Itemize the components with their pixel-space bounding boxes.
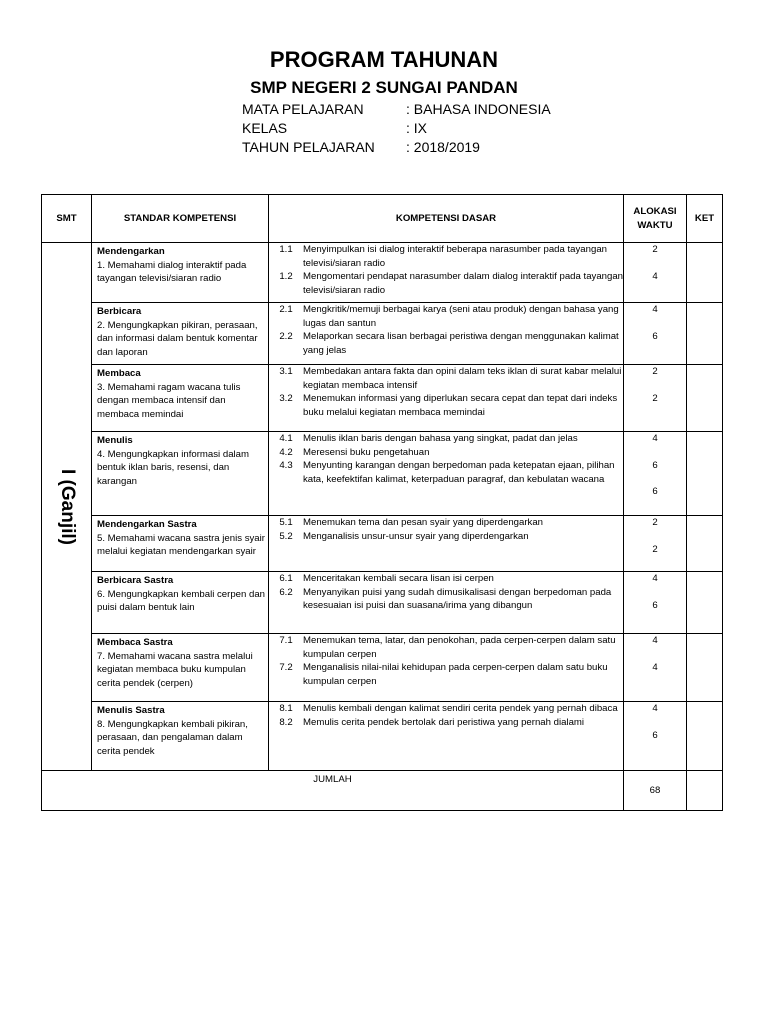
total-value: 68 xyxy=(649,784,661,796)
ket-cell xyxy=(687,303,723,365)
total-label-cell xyxy=(42,771,624,811)
sk-text: 5. Memahami wacana sastra jenis syair melalui kegiatan mendengarkan syair xyxy=(97,532,265,558)
alokasi-value: 4 xyxy=(652,433,658,444)
table-row xyxy=(42,516,723,572)
kd-number: 8.2 xyxy=(279,716,293,728)
table-row xyxy=(42,572,723,634)
sk-text: 4. Mengungkapkan informasi dalam bentuk iklan baris, resensi, dan karangan xyxy=(97,448,249,487)
program-table xyxy=(41,194,723,811)
alokasi-value: 6 xyxy=(652,729,658,741)
kd-number: 6.1 xyxy=(279,573,293,584)
kd-item xyxy=(269,303,623,330)
kd-text: Menemukan tema dan pesan syair yang diperdengarkan xyxy=(303,517,543,528)
header-alokasi-waktu: ALOKASI WAKTU xyxy=(624,195,687,243)
alokasi-waktu-cell xyxy=(624,572,687,634)
kd-item xyxy=(269,270,623,297)
kompetensi-dasar-cell xyxy=(269,303,624,365)
standar-kompetensi-cell xyxy=(92,432,269,516)
sk-title: Berbicara Sastra xyxy=(97,575,174,586)
alokasi-value: 2 xyxy=(652,392,658,404)
kd-item xyxy=(269,392,623,419)
alokasi-value: 6 xyxy=(652,459,658,471)
kd-text: Mengomentari pendapat narasumber dalam dialog interaktif pada tayangan televisi/siaran radio xyxy=(303,271,623,296)
kd-text: Menyanyikan puisi yang sudah dimusikalisasi dengan berpedoman pada kesesuaian isi puisi dan suasana/irima yang dibangun xyxy=(303,586,612,612)
kd-text: Mengkritik/memuji berbagai karya (seni atau produk) dengan bahasa yang lugas dan santun xyxy=(303,304,619,329)
table-row xyxy=(42,243,723,303)
kd-text: Menemukan tema, latar, dan penokohan, pada cerpen-cerpen dalam satu kumpulan cerpen xyxy=(303,635,616,660)
kd-item xyxy=(269,586,623,613)
meta-value: : 2018/2019 xyxy=(406,139,480,155)
alokasi-value: 2 xyxy=(652,366,658,377)
table-row xyxy=(42,702,723,771)
kd-item xyxy=(269,365,623,392)
sk-title: Mendengarkan Sastra xyxy=(97,519,197,530)
kd-item xyxy=(269,446,623,460)
kd-text: Menyunting karangan dengan berpedoman pada ketepatan ejaan, pilihan kata, keefektifan kalimat, keterpaduan paragraf, dan kebulatan wacana xyxy=(303,460,615,485)
standar-kompetensi-cell xyxy=(92,634,269,702)
standar-kompetensi-cell xyxy=(92,243,269,303)
kd-number: 3.2 xyxy=(279,393,293,405)
sk-text: 3. Memahami ragam wacana tulis dengan membaca intensif dan membaca memindai xyxy=(97,381,241,420)
total-value-cell xyxy=(624,771,687,811)
kd-number: 2.1 xyxy=(279,304,293,315)
ket-cell xyxy=(687,516,723,572)
ket-cell xyxy=(687,572,723,634)
kd-text: Menceritakan kembali secara lisan isi cerpen xyxy=(303,573,494,584)
ket-cell xyxy=(687,243,723,303)
kd-number: 6.2 xyxy=(279,586,293,598)
alokasi-waktu-cell xyxy=(624,365,687,432)
ket-cell xyxy=(687,702,723,771)
sk-title: Membaca Sastra xyxy=(97,637,173,648)
kd-item xyxy=(269,702,623,716)
alokasi-waktu-cell xyxy=(624,634,687,702)
ket-cell xyxy=(687,432,723,516)
meta-row-subject xyxy=(242,100,551,119)
kd-item xyxy=(269,243,623,270)
school-name: SMP NEGERI 2 SUNGAI PANDAN xyxy=(250,78,518,97)
header-smt: SMT xyxy=(42,195,92,243)
kd-number: 2.2 xyxy=(279,331,293,343)
meta-row-year xyxy=(242,138,551,157)
kd-text: Menulis kembali dengan kalimat sendiri cerita pendek yang pernah dibaca xyxy=(303,703,618,714)
kompetensi-dasar-cell xyxy=(269,572,624,634)
table-row xyxy=(42,365,723,432)
sk-title: Menulis xyxy=(97,435,133,446)
alokasi-value: 4 xyxy=(652,304,658,315)
alokasi-value: 6 xyxy=(652,599,658,611)
page-title: PROGRAM TAHUNAN xyxy=(269,47,499,72)
meta-key: KELAS xyxy=(242,120,288,136)
alokasi-value: 4 xyxy=(652,573,658,584)
table-row xyxy=(42,303,723,365)
alokasi-waktu-cell xyxy=(624,243,687,303)
meta-row-class xyxy=(242,119,551,138)
kd-number: 5.1 xyxy=(279,517,293,528)
semester-label: I (Ganjil) xyxy=(56,468,78,545)
kd-text: Menganalisis nilai-nilai kehidupan pada cerpen-cerpen dalam satu buku kumpulan cerpen xyxy=(303,662,608,687)
alokasi-value: 4 xyxy=(652,635,658,646)
header-ket: KET xyxy=(687,195,723,243)
kd-item xyxy=(269,516,623,530)
kd-item xyxy=(269,634,623,661)
kompetensi-dasar-cell xyxy=(269,365,624,432)
kd-item xyxy=(269,330,623,357)
table-row xyxy=(42,634,723,702)
table-row xyxy=(42,432,723,516)
sk-text: 2. Mengungkapkan pikiran, perasaan, dan informasi dalam bentuk komentar dan laporan xyxy=(97,319,258,358)
kd-item xyxy=(269,459,623,486)
alokasi-value: 4 xyxy=(652,270,658,282)
total-row xyxy=(42,771,723,811)
standar-kompetensi-cell xyxy=(92,516,269,572)
kd-number: 4.2 xyxy=(279,446,293,458)
ket-cell xyxy=(687,634,723,702)
kd-text: Menemukan informasi yang diperlukan secara cepat dan tepat dari indeks buku melalui kegiatan membaca memindai xyxy=(303,393,618,418)
alokasi-waktu-cell xyxy=(624,702,687,771)
kd-number: 8.1 xyxy=(279,703,293,714)
alokasi-waktu-cell xyxy=(624,516,687,572)
sk-title: Menulis Sastra xyxy=(97,705,165,716)
meta-value: : IX xyxy=(406,120,428,136)
alokasi-value: 2 xyxy=(652,517,658,528)
kd-number: 4.3 xyxy=(279,460,293,472)
kd-text: Memulis cerita pendek bertolak dari peristiwa yang pernah dialami xyxy=(303,716,585,728)
alokasi-value: 4 xyxy=(652,661,658,673)
alokasi-value: 2 xyxy=(652,244,658,255)
alokasi-value: 6 xyxy=(652,486,658,498)
ket-cell xyxy=(687,365,723,432)
total-label: JUMLAH xyxy=(313,774,352,785)
kd-number: 7.2 xyxy=(279,662,293,674)
kd-text: Menulis iklan baris dengan bahasa yang singkat, padat dan jelas xyxy=(303,433,578,444)
kd-item xyxy=(269,661,623,688)
header-standar-kompetensi: STANDAR KOMPETENSI xyxy=(92,195,269,243)
kd-text: Membedakan antara fakta dan opini dalam teks iklan di surat kabar melalui kegiatan membaca intensif xyxy=(303,366,622,391)
alokasi-value: 2 xyxy=(652,543,658,555)
sk-title: Berbicara xyxy=(97,306,142,317)
standar-kompetensi-cell xyxy=(92,303,269,365)
kompetensi-dasar-cell xyxy=(269,432,624,516)
kompetensi-dasar-cell xyxy=(269,516,624,572)
standar-kompetensi-cell xyxy=(92,572,269,634)
standar-kompetensi-cell xyxy=(92,365,269,432)
kd-text: Menganalisis unsur-unsur syair yang diperdengarkan xyxy=(303,530,529,542)
table-body xyxy=(42,243,723,811)
kd-item xyxy=(269,432,623,446)
total-ket-cell xyxy=(687,771,723,811)
kd-number: 1.1 xyxy=(279,244,293,255)
kd-text: Menyimpulkan isi dialog interaktif beberapa narasumber pada tayangan televisi/siaran radio xyxy=(303,244,607,269)
alokasi-value: 6 xyxy=(652,330,658,342)
table-header-row xyxy=(42,195,723,243)
meta-key: MATA PELAJARAN xyxy=(242,101,364,117)
kd-item xyxy=(269,572,623,586)
sk-text: 7. Memahami wacana sastra melalui kegiatan membaca buku kumpulan cerita pendek (cerpen) xyxy=(97,650,253,689)
kd-text: Melaporkan secara lisan berbagai peristiwa dengan menggunakan kalimat yang jelas xyxy=(303,331,619,356)
standar-kompetensi-cell xyxy=(92,702,269,771)
sk-text: 8. Mengungkapkan kembali pikiran, perasaan, dan pengalaman dalam cerita pendek xyxy=(97,718,248,757)
kd-number: 7.1 xyxy=(279,635,293,646)
kd-item xyxy=(269,530,623,544)
sk-text: 1. Memahami dialog interaktif pada tayangan televisi/siaran radio xyxy=(97,259,247,285)
document-meta xyxy=(242,100,551,157)
kd-number: 3.1 xyxy=(279,366,293,377)
kd-number: 4.1 xyxy=(279,433,293,444)
kd-number: 1.2 xyxy=(279,271,293,283)
alokasi-waktu-cell xyxy=(624,432,687,516)
meta-key: TAHUN PELAJARAN xyxy=(242,139,375,155)
kd-text: Meresensi buku pengetahuan xyxy=(303,446,430,458)
kompetensi-dasar-cell xyxy=(269,702,624,771)
meta-value: : BAHASA INDONESIA xyxy=(406,101,551,117)
alokasi-waktu-cell xyxy=(624,303,687,365)
sk-title: Mendengarkan xyxy=(97,246,165,257)
kd-item xyxy=(269,716,623,730)
kompetensi-dasar-cell xyxy=(269,634,624,702)
header-kompetensi-dasar: KOMPETENSI DASAR xyxy=(269,195,624,243)
sk-title: Membaca xyxy=(97,368,141,379)
alokasi-value: 4 xyxy=(652,703,658,714)
sk-text: 6. Mengungkapkan kembali cerpen dan puisi dalam bentuk lain xyxy=(97,588,266,614)
kd-number: 5.2 xyxy=(279,530,293,542)
semester-cell xyxy=(42,243,92,771)
kompetensi-dasar-cell xyxy=(269,243,624,303)
